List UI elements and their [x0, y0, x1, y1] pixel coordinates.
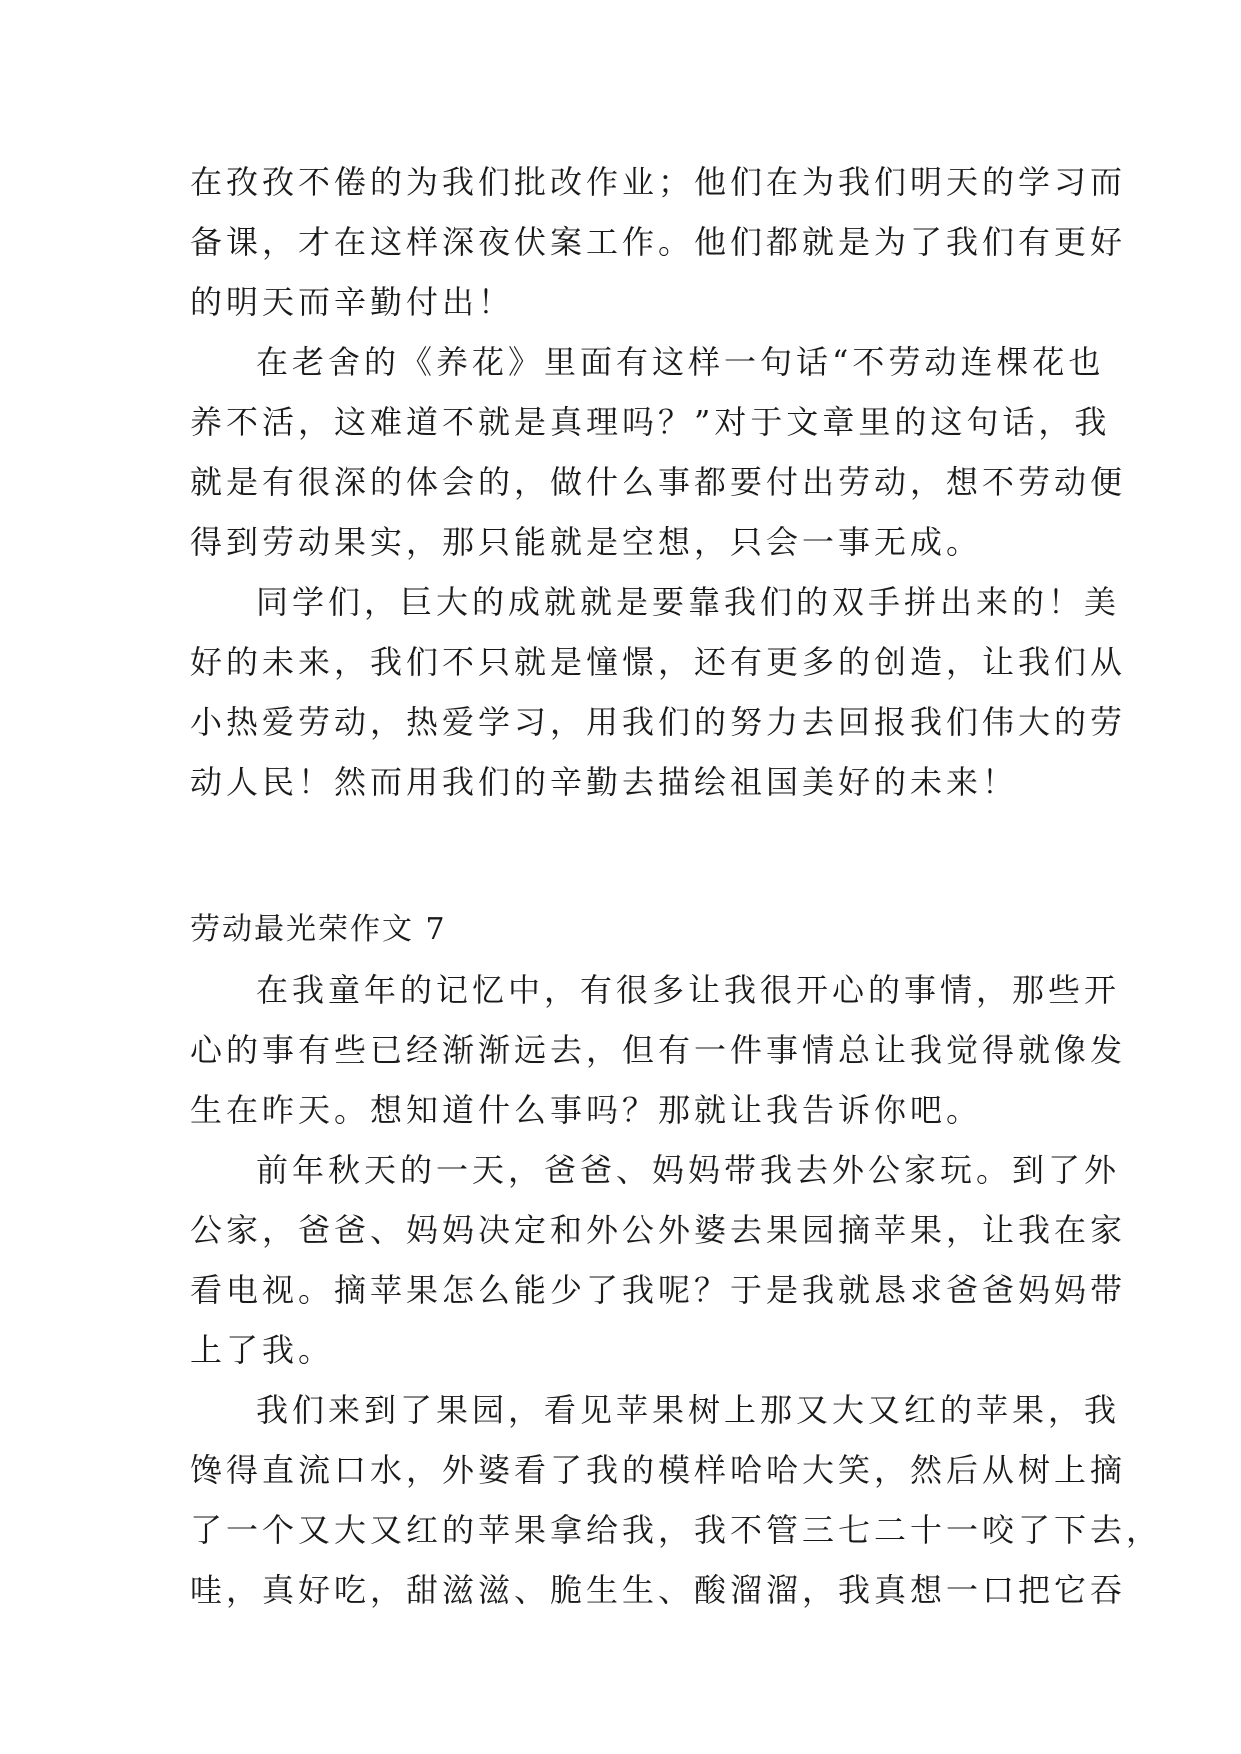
- paragraph-line: 生在昨天。想知道什么事吗？那就让我告诉你吧。: [190, 1091, 983, 1129]
- paragraph-1: [190, 152, 1127, 332]
- paragraph-line: 小热爱劳动，热爱学习，用我们的努力去回报我们伟大的劳: [190, 703, 1127, 741]
- section-spacer: [190, 812, 1050, 900]
- paragraph-line: 我们来到了果园，看见苹果树上那又大又红的苹果，我: [256, 1391, 1121, 1429]
- paragraph-line: 得到劳动果实，那只能就是空想，只会一事无成。: [190, 523, 983, 561]
- paragraph-line: 备课，才在这样深夜伏案工作。他们都就是为了我们有更好: [190, 223, 1127, 261]
- paragraph-line: 在我童年的记忆中，有很多让我很开心的事情，那些开: [256, 971, 1121, 1009]
- paragraph-line: 哇，真好吃，甜滋滋、脆生生、酸溜溜，我真想一口把它吞: [190, 1571, 1127, 1609]
- paragraph-line: 在孜孜不倦的为我们批改作业；他们在为我们明天的学习而: [190, 163, 1127, 201]
- paragraph-2: [190, 332, 1127, 572]
- section-paragraph-2: [190, 1140, 1127, 1380]
- paragraph-line: 看电视。摘苹果怎么能少了我呢？于是我就恳求爸爸妈妈带: [190, 1271, 1127, 1309]
- paragraph-line: 动人民！然而用我们的辛勤去描绘祖国美好的未来！: [190, 763, 1019, 801]
- paragraph-line: 心的事有些已经渐渐远去，但有一件事情总让我觉得就像发: [190, 1031, 1127, 1069]
- paragraph-line: 就是有很深的体会的，做什么事都要付出劳动，想不劳动便: [190, 463, 1127, 501]
- section-title: 劳动最光荣作文 7: [190, 912, 447, 947]
- paragraph-line: 的明天而辛勤付出！: [190, 283, 515, 321]
- paragraph-line: 上了我。: [190, 1331, 335, 1369]
- paragraph-line: 前年秋天的一天，爸爸、妈妈带我去外公家玩。到了外: [256, 1151, 1121, 1189]
- document-page: [190, 152, 1163, 1620]
- paragraph-line: 馋得直流口水，外婆看了我的模样哈哈大笑，然后从树上摘: [190, 1451, 1127, 1489]
- paragraph-line: 好的未来，我们不只就是憧憬，还有更多的创造，让我们从: [190, 643, 1127, 681]
- paragraph-line: 养不活，这难道不就是真理吗？”对于文章里的这句话，我: [190, 403, 1111, 441]
- paragraph-line: 同学们，巨大的成就就是要靠我们的双手拼出来的！美: [256, 583, 1121, 621]
- paragraph-line: 在老舍的《养花》里面有这样一句话“不劳动连棵花也: [256, 343, 1105, 381]
- paragraph-line: 公家，爸爸、妈妈决定和外公外婆去果园摘苹果，让我在家: [190, 1211, 1127, 1249]
- section-paragraph-1: [190, 960, 1127, 1140]
- paragraph-3: [190, 572, 1127, 812]
- section-paragraph-3: [190, 1380, 1163, 1620]
- paragraph-line: 了一个又大又红的苹果拿给我，我不管三七二十一咬了下去，: [190, 1511, 1163, 1549]
